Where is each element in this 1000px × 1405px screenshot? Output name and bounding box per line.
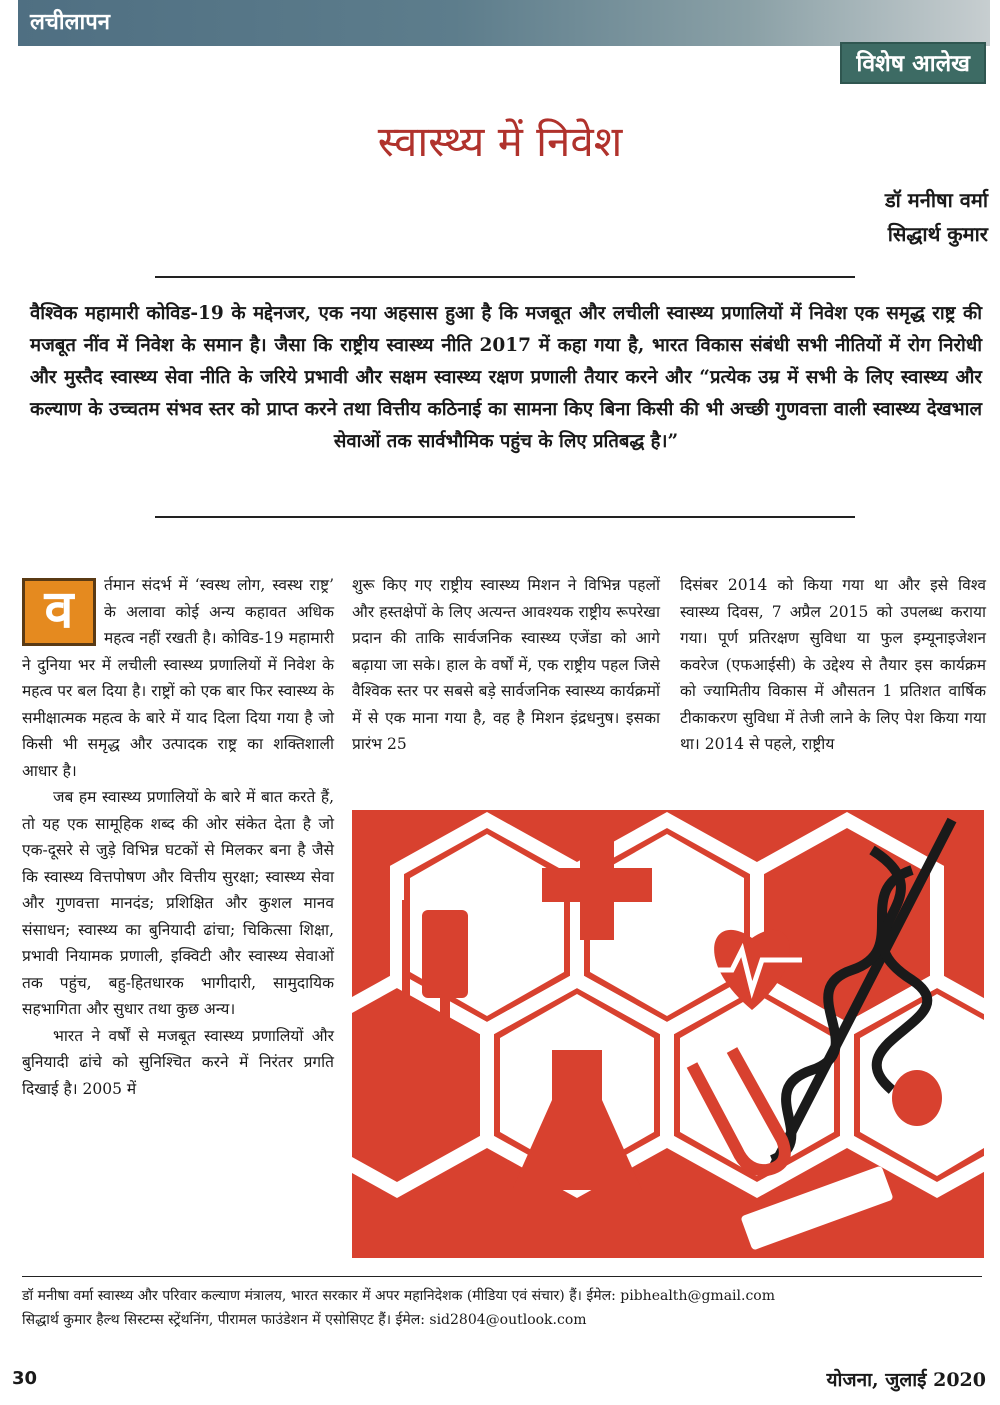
footnote-author-2: सिद्धार्थ कुमार हैल्थ सिस्टम्स स्ट्रेंथनिंग, पीरामल फाउंडेशन में एसोसिएट हैं। ईमेल: sid2804@outlook.com — [22, 1312, 587, 1328]
paragraph-1: व र्तमान संदर्भ में ‘स्वस्थ लोग, स्वस्थ राष्ट्र’ के अलावा कोई अन्य कहावत अधिक महत्व नहीं रखती है। कोविड-19 महामारी ने दुनिया भर में लचीली स्वास्थ्य प्रणालियों में निवेश के महत्व पर बल दिया है। राष्ट्रों को एक बार फिर स्वास्थ्य के समीक्षात्मक महत्व के बारे में याद दिला दिया गया है जो किसी भी समृद्ध और उत्पादक राष्ट्र का शक्तिशाली आधार है। — [22, 576, 334, 780]
header-band — [18, 0, 990, 46]
paragraph-col2: शुरू किए गए राष्ट्रीय स्वास्थ्य मिशन ने विभिन्न पहलों और हस्तक्षेपों के लिए अत्यन्त आवश्यक राष्ट्रीय रूपरेखा प्रदान की ताकि सार्वजनिक स्वास्थ्य एजेंडा को आगे बढ़ाया जा सके। हाल के वर्षों में, एक राष्ट्रीय पहल जिसे वैश्विक स्तर पर सबसे बड़े सार्वजनिक स्वास्थ्य कार्यक्रमों में से एक माना गया है, वह है मिशन इंद्रधनुष। इसका प्रारंभ 25 — [352, 576, 660, 753]
abstract-bottom-rule — [155, 516, 855, 518]
abstract: वैश्विक महामारी कोविड-19 के मद्देनजर, एक नया अहसास हुआ है कि मजबूत और लचीली स्वास्थ्य प्रणालियों में निवेश एक समृद्ध राष्ट्र की मजबूत नींव में निवेश के समान है। जैसा कि राष्ट्रीय स्वास्थ्य नीति 2017 में कहा गया है, भारत विकास संबंधी सभी नीतियों में रोग निरोधी और मुस्तैद स्वास्थ्य सेवा नीति के जरिये प्रभावी और सक्षम स्वास्थ्य रक्षण प्रणाली तैयार करने और “प्रत्येक उम्र में सभी के लिए स्वास्थ्य और कल्याण के उच्चतम संभव स्तर को प्राप्त करने तथा वित्तीय कठिनाई का सामना किए बिना किसी की भी अच्छी गुणवत्ता वाली स्वास्थ्य देखभाल सेवाओं तक सार्वभौमिक पहुंच के लिए प्रतिबद्ध है।” — [30, 303, 982, 452]
drop-cap: व — [22, 578, 96, 646]
magazine-issue: योजना, जुलाई 2020 — [826, 1369, 986, 1391]
body-column-2 — [352, 572, 660, 758]
body-column-1 — [22, 572, 334, 1102]
paragraph-3: भारत ने वर्षों से मजबूत स्वास्थ्य प्रणालियों और बुनियादी ढांचे को सुनिश्चित करने में निरंतर प्रगति दिखाई है। 2005 में — [22, 1026, 334, 1098]
author-2: सिद्धार्थ कुमार — [887, 222, 988, 246]
capsule-icon — [892, 1070, 984, 1126]
author-1: डॉ मनीषा वर्मा — [884, 188, 988, 212]
article-title: स्वास्थ्य में निवेश — [377, 117, 623, 166]
article-type-tag: विशेष आलेख — [840, 42, 986, 84]
health-illustration — [352, 810, 984, 1258]
paragraph-col3: दिसंबर 2014 को किया गया था और इसे विश्व स्वास्थ्य दिवस, 7 अप्रैल 2015 को उपलब्ध कराया गया। पूर्ण प्रतिरक्षण सुविधा या फुल इम्यूनाइजेशन कवरेज (एफआईसी) के उद्देश्य से तैयार इस कार्यक्रम को ज्यामितीय विकास में औसतन 1 प्रतिशत वार्षिक टीकाकरण सुविधा में तेजी लाने के लिए पेश किया गया था। 2014 से पहले, राष्ट्रीय — [680, 576, 986, 753]
page-number: 30 — [12, 1368, 38, 1389]
section-label: लचीलापन — [30, 10, 110, 35]
paragraph-2: जब हम स्वास्थ्य प्रणालियों के बारे में बात करते हैं, तो यह एक सामूहिक शब्द की ओर संकेत देता है जो एक-दूसरे से जुड़े विभिन्न घटकों से मिलकर बना है जैसे कि स्वास्थ्य वित्तपोषण और वित्तीय सुरक्षा; स्वास्थ्य सेवा और गुणवत्ता मानदंड; प्रशिक्षित और कुशल मानव संसाधन; स्वास्थ्य का बुनियादी ढांचा; चिकित्सा शिक्षा, प्रभावी नियामक प्रणाली, इक्विटी और स्वास्थ्य सेवाओं तक पहुंच, बहु-हितधारक भागीदारी, सामुदायिक सहभागिता और सुधार तथा कुछ अन्य। — [22, 788, 334, 1018]
abstract-top-rule — [155, 276, 855, 278]
footnote-rule — [22, 1276, 982, 1277]
body-column-3 — [680, 572, 986, 758]
footnote-author-1: डॉ मनीषा वर्मा स्वास्थ्य और परिवार कल्याण मंत्रालय, भारत सरकार में अपर महानिदेशक (मीडिया एवं संचार) हैं। ईमेल: pibhealth@gmail.com — [22, 1288, 775, 1304]
